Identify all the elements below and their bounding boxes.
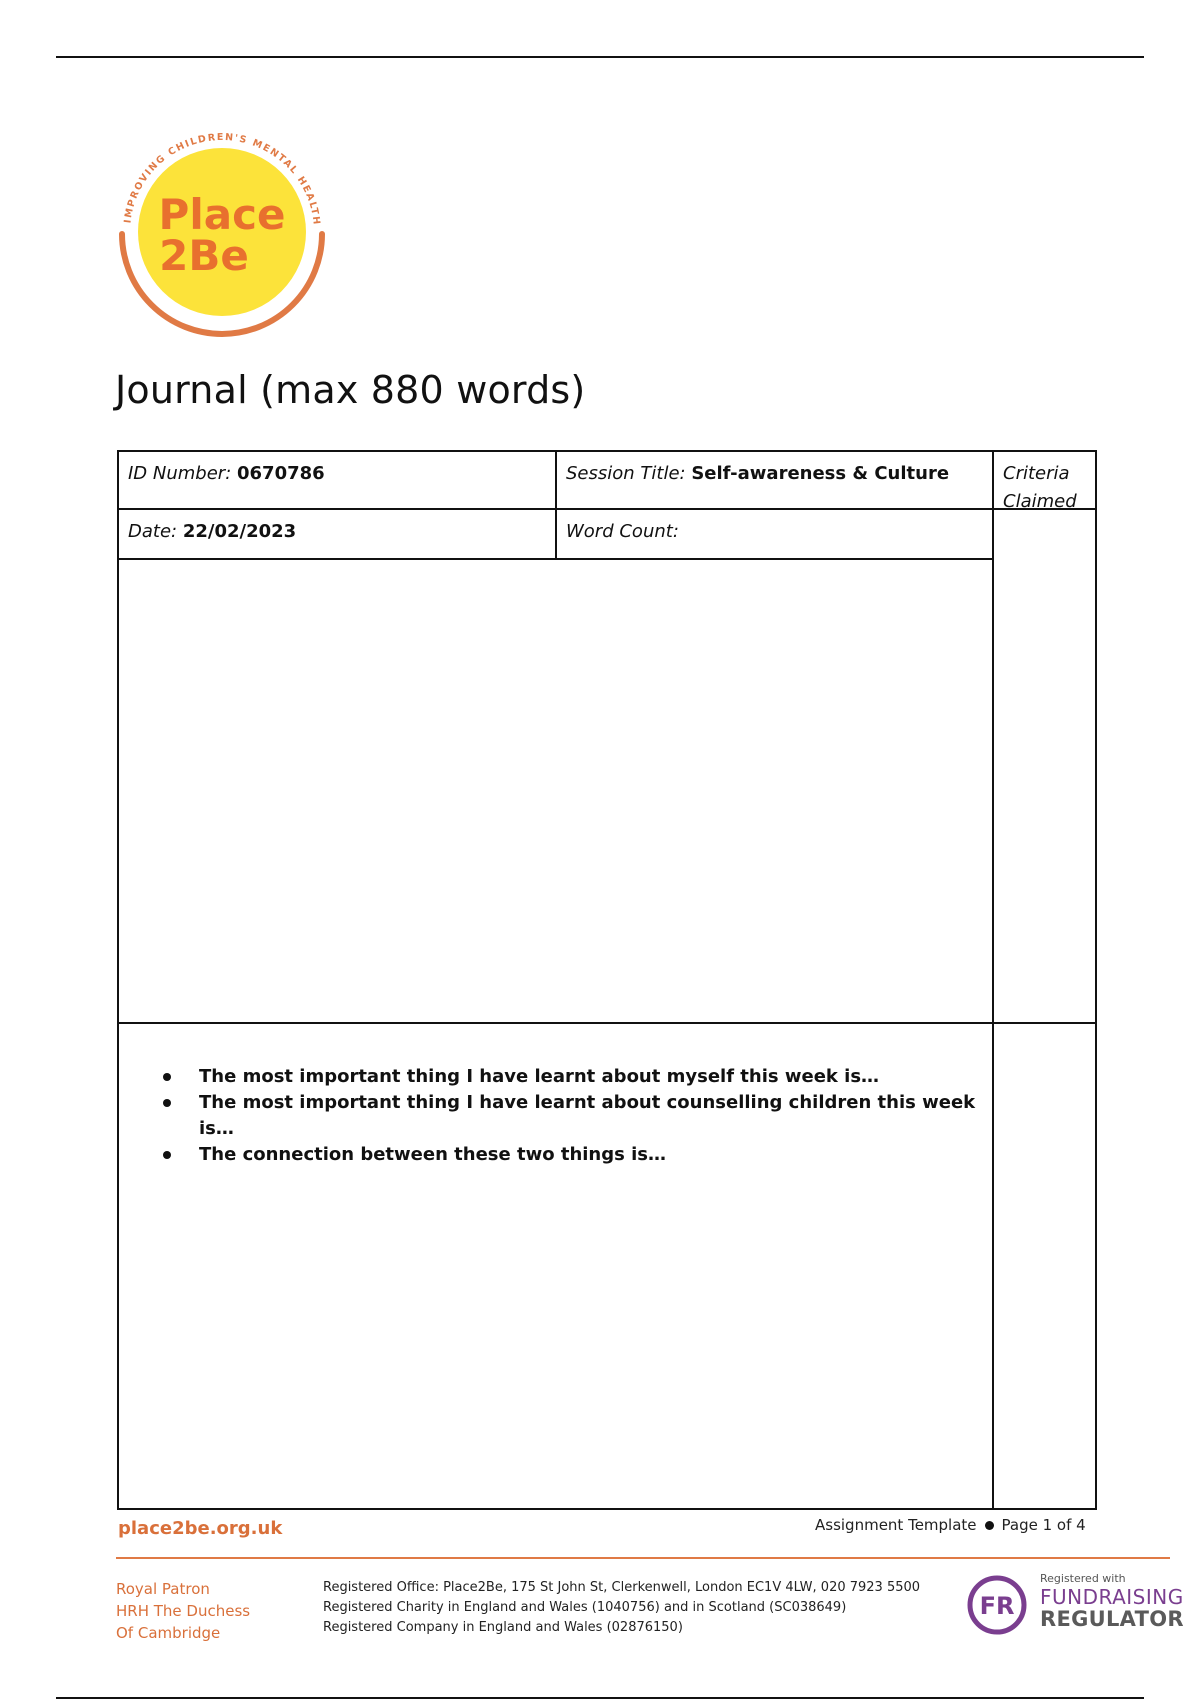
journal-table <box>117 450 1097 1510</box>
reflection-area[interactable] <box>119 1024 992 1508</box>
registration-details <box>323 1578 920 1638</box>
id-number-label: ID Number: <box>128 463 232 484</box>
top-rule <box>56 56 1144 58</box>
criteria-label-line1: Criteria <box>1003 463 1070 484</box>
place2be-logo <box>112 122 332 342</box>
fr-registered-with: Registered with <box>1040 1572 1126 1585</box>
word-count-label: Word Count: <box>566 521 679 542</box>
id-number-value: 0670786 <box>237 463 325 484</box>
word-count-cell[interactable] <box>557 510 992 558</box>
list-item: The most important thing I have learnt about counselling children this week is… <box>159 1090 992 1142</box>
fundraising-regulator-logo <box>966 1572 1184 1642</box>
date-value: 22/02/2023 <box>182 521 297 542</box>
royal-patron <box>116 1578 250 1644</box>
logo-ring-text: IMPROVING CHILDREN'S MENTAL HEALTH <box>122 131 322 227</box>
registration-line: Registered Company in England and Wales (02876150) <box>323 1620 683 1635</box>
svg-text:FR: FR <box>979 1592 1015 1620</box>
date-cell <box>119 510 555 558</box>
page-footer-note <box>815 1516 1086 1534</box>
list-item: The most important thing I have learnt about myself this week is… <box>159 1064 992 1090</box>
date-label: Date: <box>128 521 178 542</box>
session-title-value: Self-awareness & Culture <box>691 463 950 484</box>
criteria-label-line2: Claimed <box>1003 491 1077 512</box>
patron-line: HRH The Duchess <box>116 1602 251 1620</box>
session-title-cell <box>557 452 992 508</box>
logo-line1: Place <box>158 190 286 239</box>
bullet-icon <box>985 1521 994 1530</box>
id-number-cell <box>119 452 555 508</box>
criteria-claimed-header <box>994 452 1097 512</box>
registration-line: Registered Office: Place2Be, 175 St John St, Clerkenwell, London EC1V 4LW, 020 7923 5500 <box>323 1580 921 1595</box>
journal-entry-area[interactable] <box>119 560 992 1022</box>
logo-line2: 2Be <box>159 231 249 280</box>
page-title: Journal (max 880 words) <box>115 368 586 412</box>
template-label: Assignment Template <box>815 1516 977 1534</box>
prompt-list <box>159 1064 992 1168</box>
patron-line: Royal Patron <box>116 1580 210 1598</box>
registration-line: Registered Charity in England and Wales (1040756) and in Scotland (SC038649) <box>323 1600 847 1615</box>
criteria-claimed-area[interactable] <box>994 510 1097 1022</box>
session-title-label: Session Title: <box>566 463 686 484</box>
website-link[interactable]: place2be.org.uk <box>118 1518 283 1539</box>
criteria-claimed-area-2[interactable] <box>994 1024 1097 1508</box>
footer-rule <box>116 1557 1170 1559</box>
fr-fundraising: FUNDRAISING <box>1040 1585 1184 1609</box>
page-number: Page 1 of 4 <box>1001 1516 1086 1534</box>
list-item: The connection between these two things is… <box>159 1142 992 1168</box>
patron-line: Of Cambridge <box>116 1624 221 1642</box>
fr-badge-icon <box>966 1574 1028 1636</box>
fr-regulator: REGULATOR <box>1040 1607 1184 1631</box>
bottom-rule <box>56 1697 1144 1699</box>
place2be-logo-graphic <box>112 122 332 342</box>
